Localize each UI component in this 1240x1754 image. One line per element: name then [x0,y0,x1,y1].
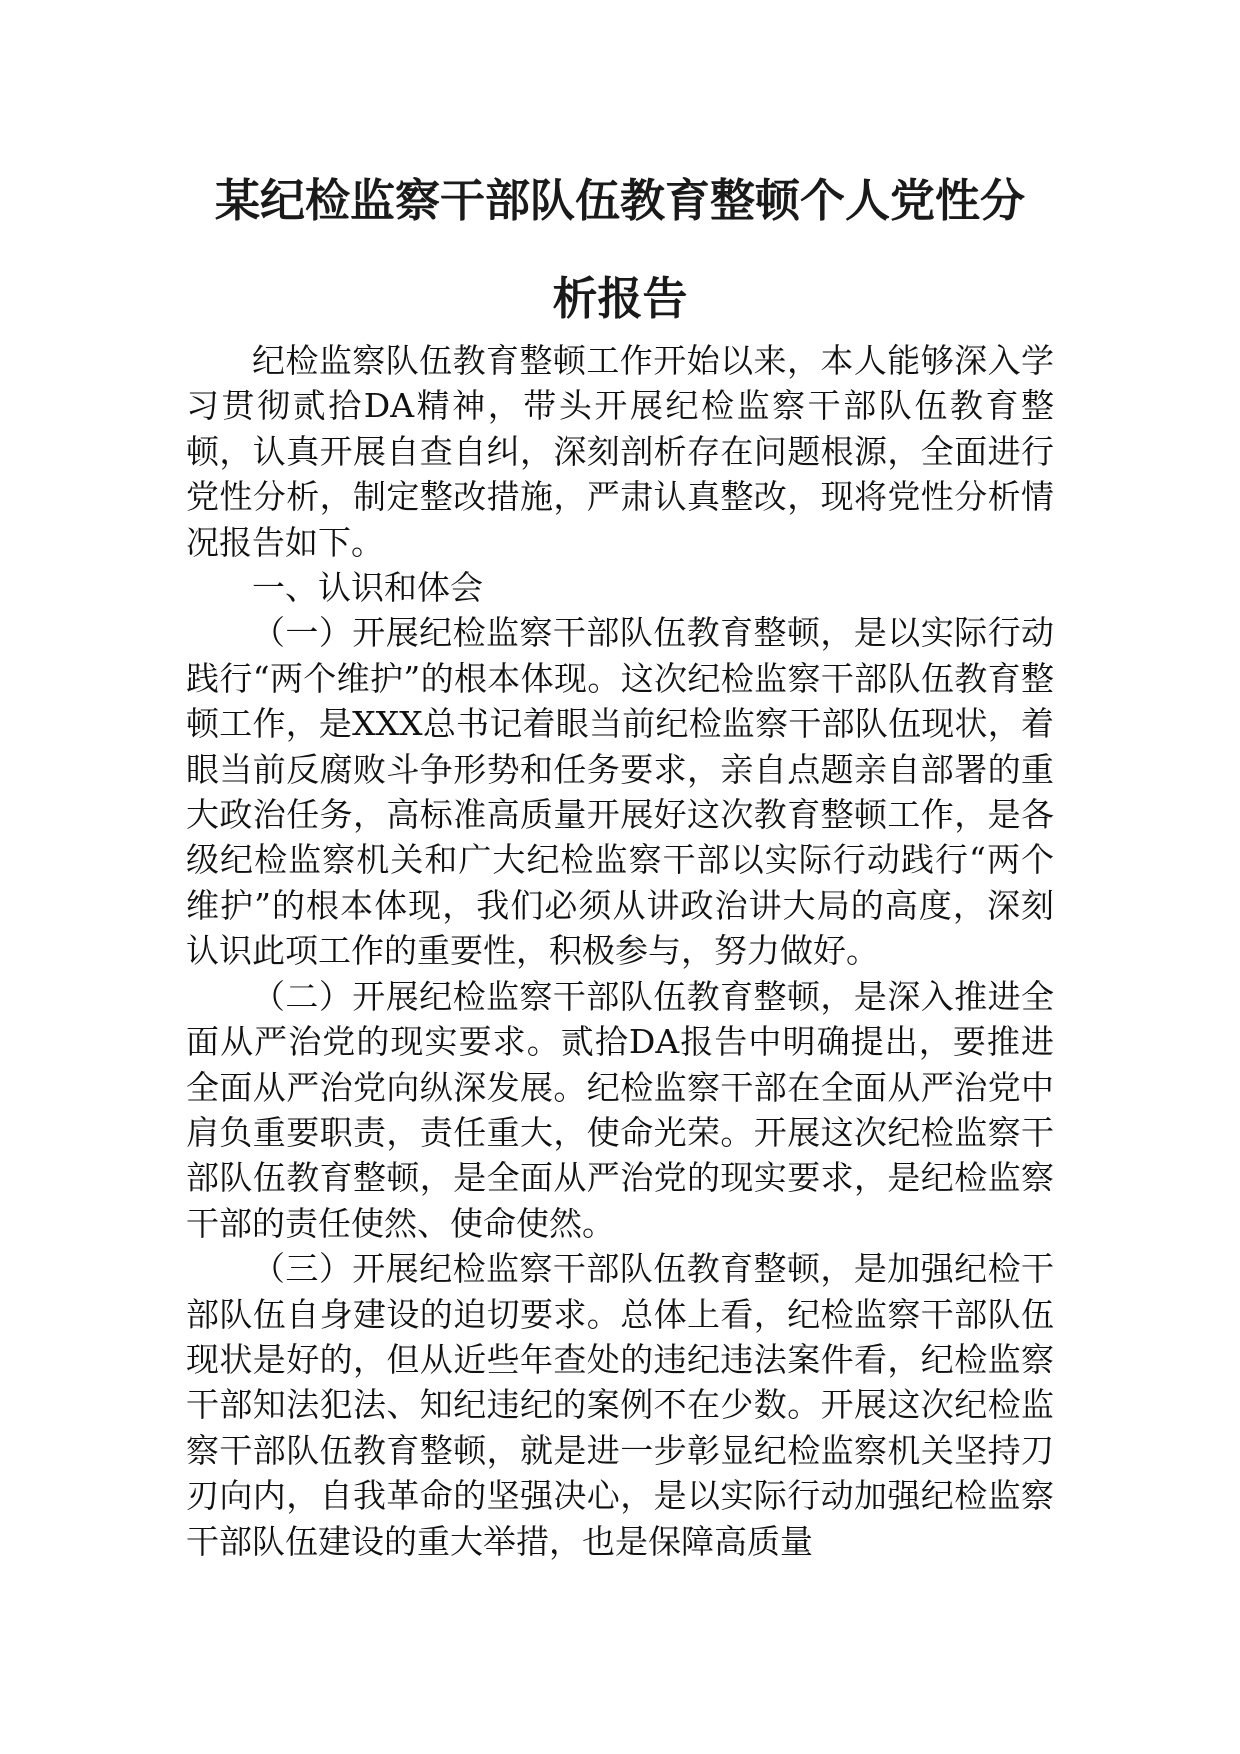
body-paragraph: （三）开展纪检监察干部队伍教育整顿，是加强纪检干部队伍自身建设的迫切要求。总体上看，纪检监察干部队伍现状是好的，但从近些年查处的违纪违法案件看，纪检监察干部知法犯法、知纪违纪的案例不在少数。开展这次纪检监察干部队伍教育整顿，就是进一步彰显纪检监察机关坚持刀刃向内，自我革命的坚强决心，是以实际行动加强纪检监察干部队伍建设的重大举措，也是保障高质量 [186,1249,1054,1561]
title-line-1: 某纪检监察干部队伍教育整顿个人党性分 [214,174,1025,227]
intro-paragraph: 纪检监察队伍教育整顿工作开始以来，本人能够深入学习贯彻贰拾DA精神，带头开展纪检监察干部队伍教育整顿，认真开展自查自纠，深刻剖析存在问题根源，全面进行党性分析，制定整改措施，严肃认真整改，现将党性分析情况报告如下。 [186,341,1054,562]
body-paragraph: （一）开展纪检监察干部队伍教育整顿，是以实际行动践行“两个维护”的根本体现。这次纪检监察干部队伍教育整顿工作，是XXX总书记着眼当前纪检监察干部队伍现状，着眼当前反腐败斗争形势和任务要求，亲自点题亲自部署的重大政治任务，高标准高质量开展好这次教育整顿工作，是各级纪检监察机关和广大纪检监察干部以实际行动践行“两个维护”的根本体现，我们必须从讲政治讲大局的高度，深刻认识此项工作的重要性，积极参与，努力做好。 [186,613,1054,971]
title-line-2: 析报告 [552,272,688,325]
body-paragraph: （二）开展纪检监察干部队伍教育整顿，是深入推进全面从严治党的现实要求。贰拾DA报告中明确提出，要推进全面从严治党向纵深发展。纪检监察干部在全面从严治党中肩负重要职责，责任重大，使命光荣。开展这次纪检监察干部队伍教育整顿，是全面从严治党的现实要求，是纪检监察干部的责任使然、使命使然。 [186,976,1054,1243]
document-title [150,152,1090,348]
document-body [186,338,1054,1564]
section-heading: 一、认识和体会 [252,568,483,608]
